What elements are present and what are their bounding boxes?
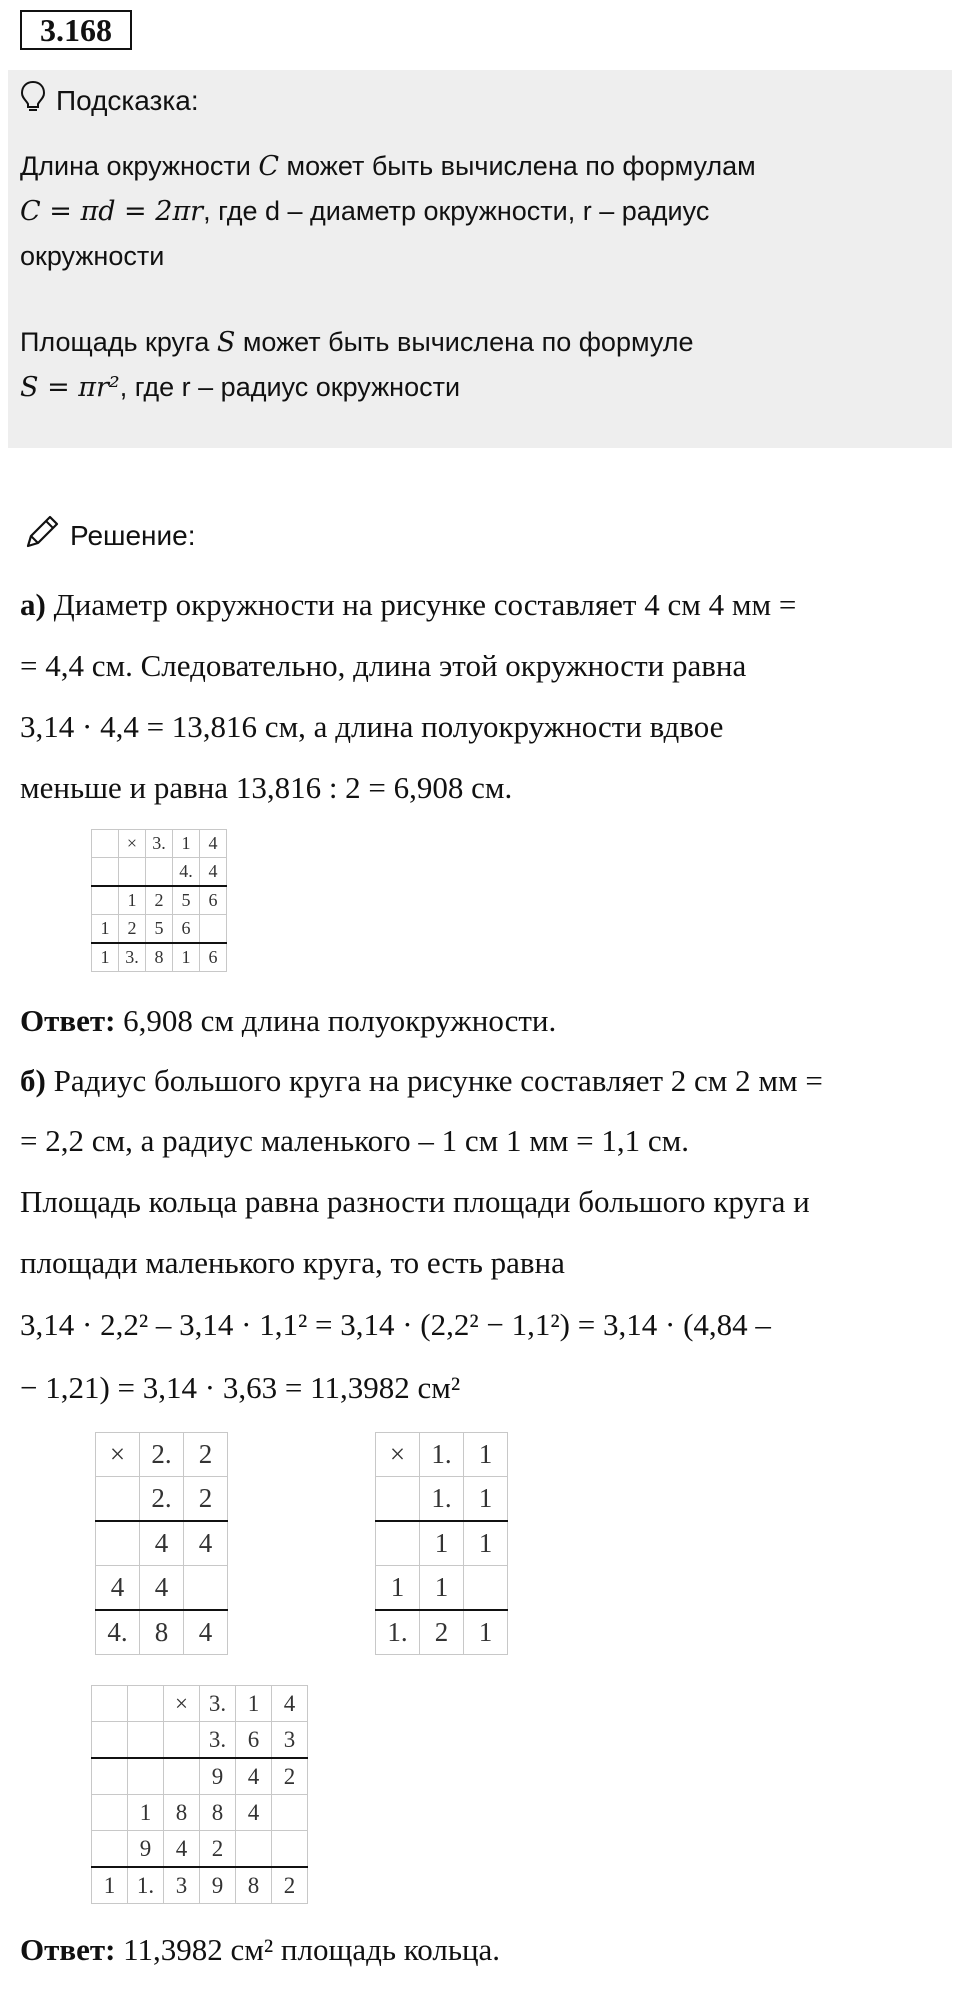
calc-row bbox=[376, 1521, 508, 1566]
calc-cell: 4 bbox=[236, 1795, 272, 1831]
solution-title: Решение: bbox=[70, 519, 196, 551]
part-b-line-1: б) Радиус большого круга на рисунке составляет 2 см 2 мм = bbox=[20, 1063, 823, 1098]
calc-row bbox=[92, 1831, 308, 1868]
answer-a: Ответ: 6,908 см длина полуокружности. bbox=[20, 1003, 557, 1038]
calc-cell: 2. bbox=[140, 1477, 184, 1522]
calc-cell bbox=[164, 1722, 200, 1759]
calc-cell: 1 bbox=[464, 1610, 508, 1655]
calc-cell: 8 bbox=[164, 1795, 200, 1831]
hint-header bbox=[20, 80, 199, 121]
task-number: 3.168 bbox=[20, 10, 132, 50]
calc-cell: 4 bbox=[236, 1758, 272, 1795]
multiplication-table-a bbox=[91, 829, 227, 972]
calc-row bbox=[96, 1433, 228, 1477]
calc-cell: 1 bbox=[236, 1686, 272, 1722]
calc-row bbox=[96, 1566, 228, 1611]
calc-cell: 4 bbox=[96, 1566, 140, 1611]
calc-cell: 6 bbox=[200, 943, 227, 972]
calc-cell: × bbox=[164, 1686, 200, 1722]
calc-cell bbox=[128, 1758, 164, 1795]
calc-cell: 8 bbox=[200, 1795, 236, 1831]
calc-cell bbox=[236, 1831, 272, 1868]
calc-row bbox=[92, 915, 227, 944]
calc-cell: 1 bbox=[173, 830, 200, 858]
calc-cell: 3. bbox=[146, 830, 173, 858]
part-b-formula-2: − 1,21) = 3,14 · 3,63 = 11,3982 см² bbox=[20, 1370, 461, 1405]
calc-cell: 1 bbox=[119, 886, 146, 915]
calc-cell: 4 bbox=[140, 1521, 184, 1566]
calc-cell: 9 bbox=[200, 1758, 236, 1795]
calc-cell bbox=[200, 915, 227, 944]
calc-cell bbox=[146, 858, 173, 887]
calc-cell: 8 bbox=[146, 943, 173, 972]
calc-row bbox=[96, 1610, 228, 1655]
calc-cell: 4. bbox=[173, 858, 200, 887]
calc-cell bbox=[464, 1566, 508, 1611]
calc-cell: 1 bbox=[92, 1867, 128, 1904]
calc-cell: 2 bbox=[184, 1477, 228, 1522]
calc-row bbox=[96, 1477, 228, 1522]
calc-cell bbox=[96, 1477, 140, 1522]
calc-cell: 1. bbox=[420, 1477, 464, 1522]
calc-cell: 4 bbox=[272, 1686, 308, 1722]
calc-cell: 1 bbox=[420, 1521, 464, 1566]
calc-cell: 6 bbox=[173, 915, 200, 944]
calc-row bbox=[92, 943, 227, 972]
calc-row bbox=[92, 1722, 308, 1759]
calc-cell: 2 bbox=[272, 1758, 308, 1795]
answer-b: Ответ: 11,3982 см² площадь кольца. bbox=[20, 1932, 501, 1967]
calc-cell bbox=[92, 1831, 128, 1868]
calc-cell bbox=[376, 1477, 420, 1522]
calc-cell bbox=[119, 858, 146, 887]
calc-cell: 5 bbox=[173, 886, 200, 915]
calc-cell bbox=[92, 1686, 128, 1722]
calc-cell bbox=[96, 1521, 140, 1566]
calc-cell: 2 bbox=[200, 1831, 236, 1868]
calc-cell: 1. bbox=[420, 1433, 464, 1477]
calc-cell: 1 bbox=[173, 943, 200, 972]
calc-cell: 1 bbox=[420, 1566, 464, 1611]
calc-cell bbox=[184, 1566, 228, 1611]
calc-cell: × bbox=[376, 1433, 420, 1477]
part-b-line-4: площади маленького круга, то есть равна bbox=[20, 1245, 565, 1280]
calc-cell bbox=[92, 1758, 128, 1795]
hint-panel bbox=[8, 70, 952, 448]
calc-cell: 3. bbox=[200, 1686, 236, 1722]
calc-cell: 4 bbox=[164, 1831, 200, 1868]
calc-cell: 2 bbox=[420, 1610, 464, 1655]
part-a-line-4: меньше и равна 13,816 : 2 = 6,908 см. bbox=[20, 770, 513, 805]
calc-cell: 4. bbox=[96, 1610, 140, 1655]
calc-cell: 2 bbox=[272, 1867, 308, 1904]
calc-row bbox=[92, 830, 227, 858]
calc-cell: 2 bbox=[119, 915, 146, 944]
calc-cell bbox=[272, 1831, 308, 1868]
calc-row bbox=[376, 1433, 508, 1477]
calc-cell: × bbox=[96, 1433, 140, 1477]
calc-cell bbox=[128, 1722, 164, 1759]
calc-cell: 1 bbox=[92, 915, 119, 944]
calc-row bbox=[92, 858, 227, 887]
calc-cell: 3 bbox=[164, 1867, 200, 1904]
calc-cell bbox=[164, 1758, 200, 1795]
pencil-icon bbox=[22, 512, 62, 559]
calc-cell: 8 bbox=[140, 1610, 184, 1655]
calc-cell bbox=[92, 830, 119, 858]
calc-cell: × bbox=[119, 830, 146, 858]
multiplication-table-b2 bbox=[375, 1432, 508, 1655]
hint-title: Подсказка: bbox=[56, 84, 199, 116]
calc-row bbox=[376, 1610, 508, 1655]
calc-cell: 1 bbox=[92, 943, 119, 972]
calc-row bbox=[92, 1867, 308, 1904]
calc-cell: 6 bbox=[236, 1722, 272, 1759]
calc-cell: 5 bbox=[146, 915, 173, 944]
calc-cell bbox=[92, 858, 119, 887]
part-b-line-2: = 2,2 см, а радиус маленького – 1 см 1 мм = 1,1 см. bbox=[20, 1123, 690, 1158]
calc-row bbox=[96, 1521, 228, 1566]
calc-cell: 2 bbox=[146, 886, 173, 915]
calc-cell: 9 bbox=[128, 1831, 164, 1868]
part-a-line-1: а) Диаметр окружности на рисунке составляет 4 см 4 мм = bbox=[20, 587, 797, 622]
calc-cell: 1 bbox=[464, 1521, 508, 1566]
hint-area: Площадь круга S может быть вычислена по формуле S = πr², где r – радиус окружности bbox=[20, 327, 694, 403]
calc-cell: 1. bbox=[128, 1867, 164, 1904]
calc-cell: 1. bbox=[376, 1610, 420, 1655]
calc-cell: 4 bbox=[200, 858, 227, 887]
calc-cell: 4 bbox=[184, 1521, 228, 1566]
multiplication-table-b3 bbox=[91, 1685, 308, 1904]
calc-cell: 4 bbox=[184, 1610, 228, 1655]
calc-cell bbox=[272, 1795, 308, 1831]
calc-cell: 2 bbox=[184, 1433, 228, 1477]
calc-cell: 4 bbox=[200, 830, 227, 858]
calc-cell: 9 bbox=[200, 1867, 236, 1904]
calc-row bbox=[92, 886, 227, 915]
calc-cell: 8 bbox=[236, 1867, 272, 1904]
calc-cell: 4 bbox=[140, 1566, 184, 1611]
calc-row bbox=[92, 1758, 308, 1795]
calc-cell: 1 bbox=[376, 1566, 420, 1611]
calc-cell bbox=[92, 1795, 128, 1831]
multiplication-table-b1 bbox=[95, 1432, 228, 1655]
calc-cell: 1 bbox=[464, 1477, 508, 1522]
calc-cell: 3. bbox=[119, 943, 146, 972]
part-b-line-3: Площадь кольца равна разности площади большого круга и bbox=[20, 1184, 810, 1219]
calc-cell bbox=[376, 1521, 420, 1566]
part-a-line-3: 3,14 · 4,4 = 13,816 см, а длина полуокружности вдвое bbox=[20, 709, 724, 744]
calc-cell bbox=[92, 886, 119, 915]
calc-cell: 1 bbox=[464, 1433, 508, 1477]
calc-cell: 2. bbox=[140, 1433, 184, 1477]
calc-row bbox=[376, 1477, 508, 1522]
part-a-line-2: = 4,4 см. Следовательно, длина этой окружности равна bbox=[20, 648, 747, 683]
calc-cell: 6 bbox=[200, 886, 227, 915]
calc-row bbox=[92, 1795, 308, 1831]
calc-cell bbox=[128, 1686, 164, 1722]
hint-circumference: Длина окружности C может быть вычислена по формулам C = πd = 2πr, где d – диаметр окружности, r – радиус окружности bbox=[20, 151, 756, 271]
calc-row bbox=[376, 1566, 508, 1611]
part-b-formula-1: 3,14 · 2,2² – 3,14 · 1,1² = 3,14 · (2,2² − 1,1²) = 3,14 · (4,84 – bbox=[20, 1307, 771, 1342]
calc-cell: 3 bbox=[272, 1722, 308, 1759]
solution-header bbox=[22, 512, 196, 559]
calc-cell bbox=[92, 1722, 128, 1759]
lightbulb-icon bbox=[20, 80, 46, 121]
calc-cell: 3. bbox=[200, 1722, 236, 1759]
calc-cell: 1 bbox=[128, 1795, 164, 1831]
calc-row bbox=[92, 1686, 308, 1722]
